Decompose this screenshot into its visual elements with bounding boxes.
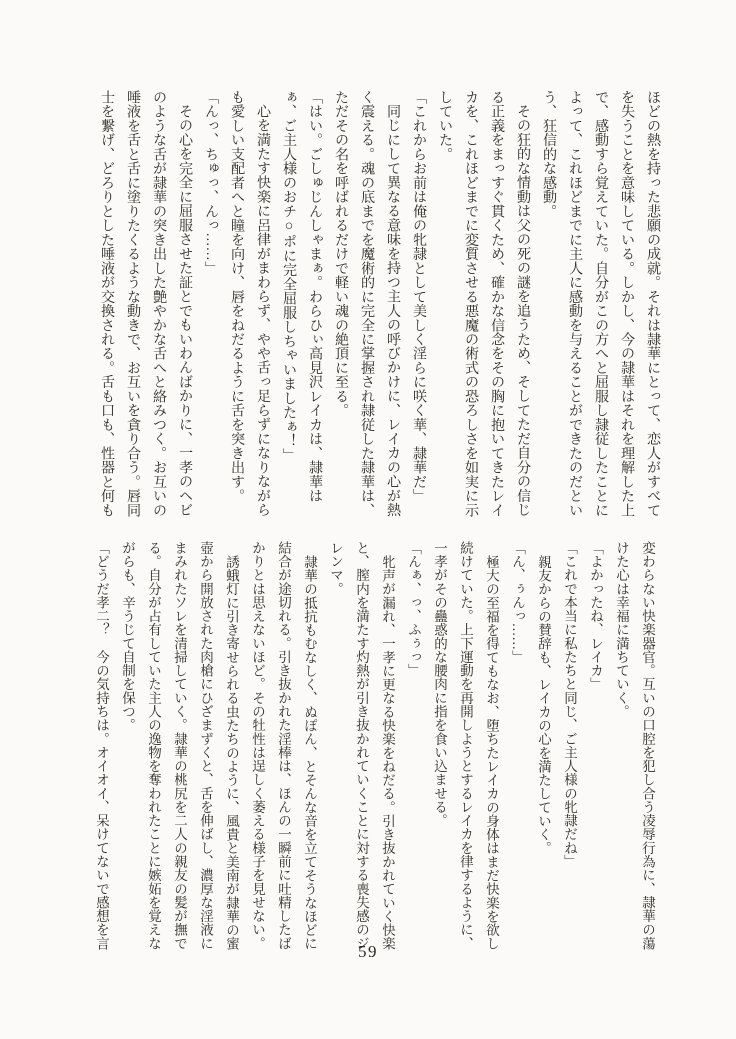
text-line: 士を繋げ、どろりとした唾液が交換される。舌も口も、性器と何も xyxy=(99,90,115,518)
text-line: 「んっ、ちゅっ、んっ……」 xyxy=(203,90,219,276)
text-line: その狂的な情動は父の死の謎を追うため、そしてただ自分の信じ xyxy=(515,104,531,518)
text-line: も愛しい支配者へと瞳を向け、唇をねだるように舌を突き出す。 xyxy=(229,90,245,503)
text-line: ぁ、ご主人様のおチ○ポに完全屈服しちゃいましたぁ！」 xyxy=(281,90,297,463)
text-line: 変わらない快楽器官。互いの口腔を犯し合う凌辱行為に、隷華の蕩 xyxy=(640,541,655,951)
text-block-top xyxy=(94,90,666,520)
text-line: レンマ。 xyxy=(328,541,343,596)
text-line: まみれたソレを清掃していく。隷華の桃尻を二人の親友の髪が撫で xyxy=(172,541,187,951)
text-line: を失うことを意味している。しかし、今の隷華はそれを理解した上 xyxy=(619,90,635,518)
text-line: けた心は幸福に満ちていく。 xyxy=(614,541,629,719)
text-line: く震える。魂の底までを魔術的に完全に掌握され隷従した隷華は、 xyxy=(359,90,375,518)
text-line: 「よかったね、レイカ」 xyxy=(588,541,603,691)
text-line: う、狂信的な感動。 xyxy=(541,90,557,219)
text-line: その心を完全に屈服させた証とでもいわんばかりに、一孝のヘビ xyxy=(177,104,193,518)
text-line: がらも、辛うじて自制を保つ。 xyxy=(120,541,135,732)
text-line: 「どうだ孝二？ 今の気持ちは。オイオイ、呆けてないで感想を言 xyxy=(94,541,109,951)
text-line: ほどの熱を持った悲願の成就。それは隷華にとって、恋人がすべて xyxy=(645,90,661,518)
text-line: 唾液を舌と舌に塗りたくるような動きで、お互いを貪り合う。唇同 xyxy=(125,90,141,518)
page-number: 59 xyxy=(358,942,378,961)
text-line: 「んぁ、っ、ふぅっ」 xyxy=(406,541,421,678)
text-line: 続けていた。上下運動を再開しようとするレイカを律するように、 xyxy=(458,541,473,951)
text-line: 壺から開放された肉槍にひざまずくと、舌を伸ばし、濃厚な淫液に xyxy=(198,541,213,951)
text-line: 「ん、ぅんっ……」 xyxy=(510,541,525,664)
text-line: 同じにして異なる意味を持つ主人の呼びかけに、レイカの心が熱 xyxy=(385,104,401,518)
text-line: 一孝がその蠱惑的な腰肉に指を食い込ませる。 xyxy=(432,541,447,828)
text-line: る。自分が占有していた主人の逸物を奪われたことに嫉妬を覚えな xyxy=(146,541,161,951)
text-line: で、感動すら覚えていた。自分がこの方へと屈服し隷従したことに xyxy=(593,90,609,518)
text-line: ただその名を呼ばれるだけで軽い魂の絶頂に至る。 xyxy=(333,90,349,418)
text-line: カを、これほどまでに変質させる悪魔の術式の恐ろしさを如実に示 xyxy=(463,90,479,518)
text-line: のような舌が隷華の突き出した艶やかな舌へと絡みつく。お互いの xyxy=(151,90,167,518)
text-line: 極大の至福を得てもなお、堕ちたレイカの身体はまだ快楽を欲し xyxy=(484,554,499,950)
text-line: していた。 xyxy=(437,90,453,162)
text-line: 結合が途切れる。引き抜かれた淫棒は、ほんの一瞬前に吐精したば xyxy=(276,541,291,951)
text-line: 「これで本当に私たちと同じ、ご主人様の牝隷だね」 xyxy=(562,541,577,869)
text-line: る正義をまっすぐ貫くため、確かな信念をその胸に抱いてきたレイ xyxy=(489,90,505,518)
text-line: 「これからお前は俺の牝隷として美しく淫らに咲く華、隷華だ」 xyxy=(411,90,427,503)
text-line: よって、これほどまでに主人に感動を与えることができたのだとい xyxy=(567,90,583,518)
text-line: かりとは思えないほど。その牡性は逞しく萎える様子を見せない。 xyxy=(250,541,265,951)
text-line: 隷華の抵抗もむなしく、ぬぽん、とそんな音を立てそうなほどに xyxy=(302,554,317,950)
text-block-bottom xyxy=(88,541,660,949)
text-line: 牝声が漏れ、一孝に更なる快楽をねだる。引き抜かれていく快楽 xyxy=(380,554,395,950)
text-line: 心を満たす快楽に呂律がまわらず、やや舌っ足らずになりながら xyxy=(255,104,271,518)
text-line: 親友からの賛辞も、レイカの心を満たしていく。 xyxy=(536,554,551,855)
text-line: と、膣内を満たす灼熱が引き抜かれていくことに対する喪失感のジ xyxy=(354,541,369,951)
text-line: 誘蛾灯に引き寄せられる虫たちのように、風貴と美南が隷華の蜜 xyxy=(224,554,239,950)
text-line: 「はい。ごしゅじんしゃまぁ。わらひぃ高見沢レイカは、隷華は xyxy=(307,90,323,503)
